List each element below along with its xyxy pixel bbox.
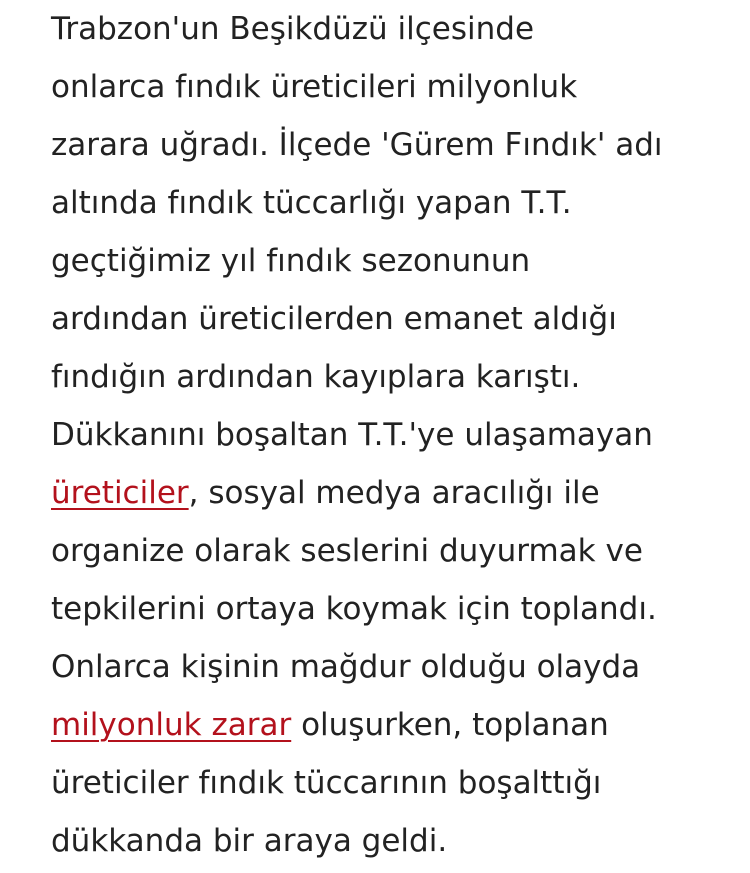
text-line: Dükkanını boşaltan T.T.'ye ulaşamayan [51,417,653,453]
text-line: geçtiğimiz yıl fındık sezonunun [51,243,531,279]
milyonluk-zarar-link[interactable]: milyonluk zarar [51,707,292,743]
text-line: organize olarak seslerini duyurmak ve [51,533,643,569]
text-line-with-link [51,464,721,522]
text-segment: oluşurken, toplanan [301,707,609,743]
text-segment: sosyal medya aracılığı ile [208,475,600,511]
text-line: ardından üreticilerden emanet aldığı [51,301,617,337]
text-line: üreticiler fındık tüccarının boşalttığı [51,765,602,801]
text-line: zarara uğradı. İlçede 'Gürem Fındık' adı [51,127,663,163]
text-line: fındığın ardından kayıplara karıştı. [51,359,581,395]
text-line: Onlarca kişinin mağdur olduğu olayda [51,649,641,685]
text-line-with-link [51,696,721,754]
text-line: tepkilerini ortaya koymak için toplandı. [51,591,657,627]
ureticiler-link[interactable]: üreticiler [51,475,189,511]
text-line: Trabzon'un Beşikdüzü ilçesinde [51,11,535,47]
link-suffix: , [188,475,199,511]
text-line: onlarca fındık üreticileri milyonluk [51,69,578,105]
text-line: dükkanda bir araya geldi. [51,823,448,859]
text-line: altında fındık tüccarlığı yapan T.T. [51,185,572,221]
article-paragraph [51,0,721,870]
